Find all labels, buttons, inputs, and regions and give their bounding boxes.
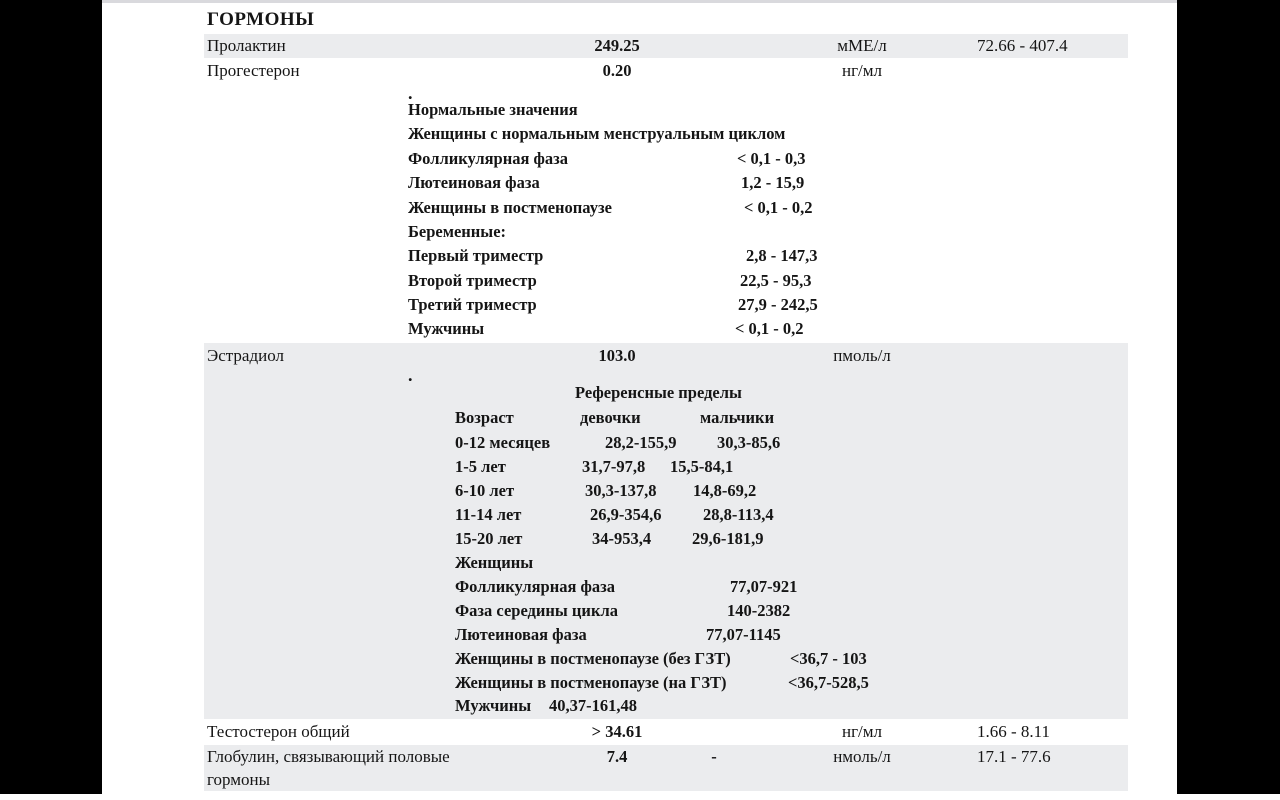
test-name: Эстрадиол — [207, 346, 284, 365]
col-header-boys: мальчики — [700, 408, 775, 427]
reference-title-line — [204, 381, 1128, 405]
note-label: Женщины в постменопаузе (на ГЗТ) — [455, 673, 727, 692]
note-label: Фаза середины цикла — [455, 601, 618, 620]
age-cell: 0-12 месяцев — [455, 433, 551, 452]
report-page — [102, 0, 1177, 800]
test-value: 249.25 — [594, 36, 640, 55]
test-unit: пмоль/л — [833, 346, 891, 365]
note-line — [102, 244, 1177, 268]
note-line — [204, 575, 1128, 599]
age-row — [204, 431, 1128, 455]
age-cell: 11-14 лет — [455, 505, 522, 524]
note-value: < 0,1 - 0,2 — [735, 319, 804, 338]
girls-cell: 26,9-354,6 — [590, 505, 662, 524]
test-value: 103.0 — [598, 346, 636, 365]
girls-cell: 28,2-155,9 — [605, 433, 677, 452]
note-heading-text: Женщины с нормальным менструальным циклом — [408, 124, 786, 143]
note-line — [204, 599, 1128, 623]
test-name: Тестостерон общий — [207, 722, 350, 741]
note-value: 22,5 - 95,3 — [740, 271, 812, 290]
age-cell: 1-5 лет — [455, 457, 506, 476]
note-label: Первый триместр — [408, 246, 544, 265]
test-unit: нмоль/л — [833, 747, 891, 766]
note-label: Фолликулярная фаза — [408, 149, 569, 168]
note-line — [102, 196, 1177, 220]
age-row — [204, 527, 1128, 551]
note-label: Женщины в постменопаузе (без ГЗТ) — [455, 649, 731, 668]
test-unit: нг/мл — [841, 61, 883, 80]
age-row — [204, 503, 1128, 527]
col-header-girls: девочки — [580, 408, 641, 427]
women-heading: Женщины — [455, 553, 534, 572]
reference-title: Референсные пределы — [575, 383, 742, 402]
test-name: Пролактин — [207, 36, 286, 55]
girls-cell: 30,3-137,8 — [585, 481, 657, 500]
note-label: Женщины в постменопаузе — [408, 198, 612, 217]
note-value: 1,2 - 15,9 — [741, 173, 805, 192]
note-label: Третий триместр — [408, 295, 537, 314]
note-value: < 0,1 - 0,2 — [744, 198, 813, 217]
bullet-dot: . — [408, 365, 413, 385]
test-row-prolactin — [204, 34, 1128, 58]
note-value: 77,07-1145 — [706, 625, 781, 644]
note-label: Второй триместр — [408, 271, 537, 290]
test-row-testosterone — [204, 720, 1128, 744]
boys-cell: 28,8-113,4 — [703, 505, 774, 524]
note-label: Мужчины — [408, 319, 485, 338]
women-heading-line — [204, 551, 1128, 575]
test-range: 72.66 - 407.4 — [977, 36, 1068, 55]
deviation-flag: - — [711, 747, 717, 766]
note-label: Мужчины — [455, 696, 532, 715]
note-label: Лютеиновая фаза — [455, 625, 587, 644]
test-range: 1.66 - 8.11 — [977, 722, 1051, 741]
test-range: 17.1 - 77.6 — [977, 747, 1051, 766]
note-value: 40,37-161,48 — [549, 696, 637, 715]
note-label: Лютеиновая фаза — [408, 173, 540, 192]
right-black-bar — [1177, 0, 1280, 794]
note-label: Беременные: — [408, 222, 507, 241]
note-value: < 0,1 - 0,3 — [737, 149, 806, 168]
age-cell: 15-20 лет — [455, 529, 523, 548]
note-value: 2,8 - 147,3 — [746, 246, 818, 265]
note-line — [102, 147, 1177, 171]
estradiol-block — [204, 343, 1128, 719]
note-value: 27,9 - 242,5 — [738, 295, 818, 314]
test-name: Прогестерон — [207, 61, 300, 80]
age-row — [204, 455, 1128, 479]
test-unit: мМЕ/л — [837, 36, 887, 55]
test-value: > 34.61 — [591, 722, 643, 741]
note-line — [102, 171, 1177, 195]
note-line — [102, 293, 1177, 317]
test-value: 7.4 — [606, 747, 628, 766]
note-value: 140-2382 — [727, 601, 791, 620]
boys-cell: 14,8-69,2 — [693, 481, 757, 500]
section-title: ГОРМОНЫ — [207, 9, 315, 30]
girls-cell: 31,7-97,8 — [582, 457, 646, 476]
men-line — [204, 694, 1128, 718]
age-row — [204, 479, 1128, 503]
note-heading — [102, 122, 1177, 146]
note-value: <36,7-528,5 — [788, 673, 869, 692]
note-label: Фолликулярная фаза — [455, 577, 616, 596]
note-line — [204, 671, 1128, 695]
age-table-header — [204, 406, 1128, 430]
left-black-bar — [0, 0, 102, 794]
test-row-progesterone — [204, 59, 1128, 83]
note-line — [204, 647, 1128, 671]
note-line — [102, 220, 1177, 244]
test-unit: нг/мл — [841, 722, 883, 741]
girls-cell: 34-953,4 — [592, 529, 652, 548]
test-name: Глобулин, связывающий половые гормоны — [207, 747, 450, 789]
note-value: <36,7 - 103 — [790, 649, 867, 668]
note-line — [204, 623, 1128, 647]
test-value: 0.20 — [602, 61, 632, 80]
boys-cell: 29,6-181,9 — [692, 529, 764, 548]
note-line — [102, 317, 1177, 341]
age-cell: 6-10 лет — [455, 481, 515, 500]
boys-cell: 30,3-85,6 — [717, 433, 781, 452]
note-line — [102, 269, 1177, 293]
col-header-age: Возраст — [455, 408, 514, 427]
note-heading — [102, 98, 1177, 122]
note-value: 77,07-921 — [730, 577, 798, 596]
note-heading-text: Нормальные значения — [408, 100, 578, 119]
boys-cell: 15,5-84,1 — [670, 457, 734, 476]
test-row-shbg — [204, 745, 1128, 791]
bullet-dot: . — [408, 83, 413, 103]
